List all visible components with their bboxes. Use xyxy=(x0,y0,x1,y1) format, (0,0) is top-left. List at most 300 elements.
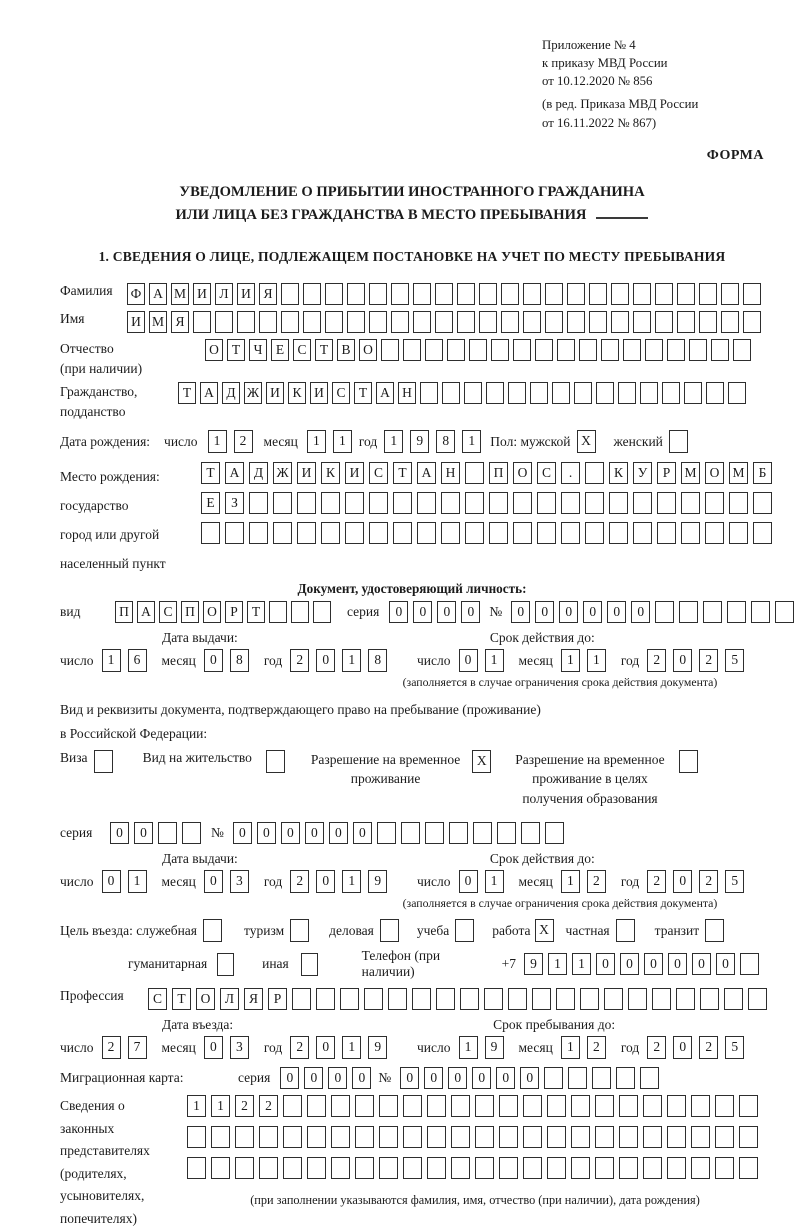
char-box[interactable] xyxy=(633,492,652,514)
char-box[interactable]: 0 xyxy=(204,870,223,893)
char-box[interactable] xyxy=(640,382,658,404)
char-box[interactable]: 0 xyxy=(583,601,602,623)
char-box[interactable]: 2 xyxy=(647,649,666,672)
char-box[interactable] xyxy=(753,492,772,514)
char-box[interactable] xyxy=(475,1095,494,1117)
char-box[interactable] xyxy=(547,1157,566,1179)
char-box[interactable]: 9 xyxy=(485,1036,504,1059)
char-box[interactable]: О xyxy=(196,988,215,1010)
char-box[interactable] xyxy=(684,382,702,404)
char-box[interactable]: 9 xyxy=(524,953,543,975)
transit-checkbox[interactable] xyxy=(705,919,724,942)
char-box[interactable] xyxy=(401,822,420,844)
char-box[interactable] xyxy=(484,988,503,1010)
char-box[interactable] xyxy=(187,1126,206,1148)
char-box[interactable]: П xyxy=(489,462,508,484)
char-box[interactable]: 0 xyxy=(233,822,252,844)
char-box[interactable]: К xyxy=(321,462,340,484)
char-box[interactable] xyxy=(640,1067,659,1089)
char-box[interactable]: 0 xyxy=(204,649,223,672)
char-box[interactable] xyxy=(667,339,685,361)
char-box[interactable]: Р xyxy=(268,988,287,1010)
char-box[interactable] xyxy=(567,283,585,305)
char-box[interactable]: 2 xyxy=(647,870,666,893)
char-box[interactable] xyxy=(441,492,460,514)
char-box[interactable] xyxy=(628,988,647,1010)
birth-year-field[interactable] xyxy=(384,430,488,453)
char-box[interactable]: 1 xyxy=(587,649,606,672)
char-box[interactable] xyxy=(460,988,479,1010)
char-box[interactable] xyxy=(479,311,497,333)
char-box[interactable]: 0 xyxy=(424,1067,443,1089)
char-box[interactable] xyxy=(592,1067,611,1089)
char-box[interactable] xyxy=(369,311,387,333)
char-box[interactable] xyxy=(486,382,504,404)
char-box[interactable]: И xyxy=(193,283,211,305)
residence-permit-checkbox[interactable] xyxy=(266,750,285,773)
char-box[interactable]: 0 xyxy=(316,1036,335,1059)
char-box[interactable] xyxy=(211,1126,230,1148)
char-box[interactable] xyxy=(743,311,761,333)
char-box[interactable]: И xyxy=(297,462,316,484)
temp-residence-edu-checkbox[interactable] xyxy=(679,750,698,773)
char-box[interactable]: Е xyxy=(271,339,289,361)
res-valid-month[interactable] xyxy=(561,870,613,893)
char-box[interactable] xyxy=(211,1157,230,1179)
char-box[interactable] xyxy=(523,1157,542,1179)
char-box[interactable] xyxy=(283,1157,302,1179)
char-box[interactable]: С xyxy=(369,462,388,484)
char-box[interactable] xyxy=(655,311,673,333)
char-box[interactable]: П xyxy=(115,601,133,623)
char-box[interactable] xyxy=(521,822,540,844)
char-box[interactable] xyxy=(691,1157,710,1179)
char-box[interactable] xyxy=(691,1095,710,1117)
other-checkbox[interactable] xyxy=(301,953,318,976)
char-box[interactable] xyxy=(655,601,674,623)
char-box[interactable] xyxy=(259,1157,278,1179)
char-box[interactable] xyxy=(508,988,527,1010)
char-box[interactable] xyxy=(662,382,680,404)
char-box[interactable] xyxy=(316,988,335,1010)
char-box[interactable]: С xyxy=(293,339,311,361)
char-box[interactable] xyxy=(523,311,541,333)
char-box[interactable] xyxy=(355,1095,374,1117)
char-box[interactable] xyxy=(743,283,761,305)
res-valid-year[interactable] xyxy=(647,870,751,893)
char-box[interactable]: 1 xyxy=(211,1095,230,1117)
char-box[interactable]: 0 xyxy=(496,1067,515,1089)
char-box[interactable]: 9 xyxy=(368,870,387,893)
char-box[interactable] xyxy=(499,1157,518,1179)
char-box[interactable] xyxy=(623,339,641,361)
char-box[interactable] xyxy=(491,339,509,361)
work-checkbox[interactable]: X xyxy=(535,919,554,942)
char-box[interactable]: 2 xyxy=(699,870,718,893)
char-box[interactable] xyxy=(303,311,321,333)
char-box[interactable]: 1 xyxy=(572,953,591,975)
char-box[interactable] xyxy=(513,339,531,361)
char-box[interactable] xyxy=(557,339,575,361)
char-box[interactable] xyxy=(235,1157,254,1179)
char-box[interactable]: 0 xyxy=(389,601,408,623)
humanitarian-checkbox[interactable] xyxy=(217,953,234,976)
char-box[interactable] xyxy=(249,492,268,514)
char-box[interactable] xyxy=(748,988,767,1010)
char-box[interactable] xyxy=(715,1157,734,1179)
char-box[interactable]: 2 xyxy=(259,1095,278,1117)
char-box[interactable]: 2 xyxy=(290,870,309,893)
char-box[interactable]: А xyxy=(225,462,244,484)
char-box[interactable]: Д xyxy=(222,382,240,404)
id-issue-day[interactable] xyxy=(102,649,154,672)
char-box[interactable] xyxy=(580,988,599,1010)
char-box[interactable] xyxy=(733,339,751,361)
char-box[interactable] xyxy=(681,492,700,514)
char-box[interactable] xyxy=(413,283,431,305)
char-box[interactable] xyxy=(413,311,431,333)
char-box[interactable] xyxy=(347,311,365,333)
char-box[interactable]: И xyxy=(127,311,145,333)
birthplace-field-row1[interactable] xyxy=(201,462,777,484)
char-box[interactable] xyxy=(442,382,460,404)
char-box[interactable] xyxy=(307,1095,326,1117)
char-box[interactable]: 0 xyxy=(400,1067,419,1089)
char-box[interactable] xyxy=(655,283,673,305)
char-box[interactable] xyxy=(364,988,383,1010)
mig-series-field[interactable] xyxy=(280,1067,376,1089)
char-box[interactable]: 0 xyxy=(437,601,456,623)
char-box[interactable]: А xyxy=(200,382,218,404)
id-valid-day[interactable] xyxy=(459,649,511,672)
char-box[interactable]: 0 xyxy=(673,649,692,672)
char-box[interactable] xyxy=(158,822,177,844)
char-box[interactable] xyxy=(739,1126,758,1148)
char-box[interactable] xyxy=(355,1126,374,1148)
char-box[interactable] xyxy=(479,283,497,305)
char-box[interactable] xyxy=(667,1095,686,1117)
char-box[interactable]: 7 xyxy=(128,1036,147,1059)
study-checkbox[interactable] xyxy=(455,919,474,942)
char-box[interactable] xyxy=(237,311,255,333)
id-valid-month[interactable] xyxy=(561,649,613,672)
char-box[interactable] xyxy=(711,339,729,361)
id-number-field[interactable] xyxy=(511,601,799,623)
char-box[interactable] xyxy=(567,311,585,333)
char-box[interactable]: 0 xyxy=(316,649,335,672)
char-box[interactable]: 0 xyxy=(631,601,650,623)
char-box[interactable] xyxy=(447,339,465,361)
char-box[interactable]: 0 xyxy=(204,1036,223,1059)
char-box[interactable] xyxy=(283,1095,302,1117)
char-box[interactable] xyxy=(379,1157,398,1179)
stay-year[interactable] xyxy=(647,1036,751,1059)
char-box[interactable]: 5 xyxy=(725,649,744,672)
char-box[interactable]: Р xyxy=(657,462,676,484)
char-box[interactable]: 1 xyxy=(548,953,567,975)
char-box[interactable] xyxy=(501,283,519,305)
char-box[interactable] xyxy=(589,283,607,305)
char-box[interactable] xyxy=(721,311,739,333)
char-box[interactable] xyxy=(417,522,436,544)
char-box[interactable] xyxy=(297,522,316,544)
char-box[interactable] xyxy=(499,1095,518,1117)
mig-number-field[interactable] xyxy=(400,1067,664,1089)
char-box[interactable]: 0 xyxy=(559,601,578,623)
res-issue-month[interactable] xyxy=(204,870,256,893)
char-box[interactable]: 0 xyxy=(316,870,335,893)
char-box[interactable]: Ж xyxy=(244,382,262,404)
char-box[interactable] xyxy=(273,522,292,544)
char-box[interactable]: 1 xyxy=(485,870,504,893)
char-box[interactable]: И xyxy=(237,283,255,305)
char-box[interactable]: 2 xyxy=(290,1036,309,1059)
char-box[interactable]: 8 xyxy=(436,430,455,453)
char-box[interactable] xyxy=(391,283,409,305)
char-box[interactable]: 3 xyxy=(230,870,249,893)
char-box[interactable] xyxy=(499,1126,518,1148)
char-box[interactable]: 0 xyxy=(329,822,348,844)
char-box[interactable]: Я xyxy=(244,988,263,1010)
char-box[interactable] xyxy=(589,311,607,333)
char-box[interactable]: 0 xyxy=(535,601,554,623)
res-issue-day[interactable] xyxy=(102,870,154,893)
char-box[interactable] xyxy=(740,953,759,975)
char-box[interactable] xyxy=(436,988,455,1010)
char-box[interactable] xyxy=(571,1157,590,1179)
char-box[interactable] xyxy=(729,522,748,544)
char-box[interactable]: 0 xyxy=(607,601,626,623)
char-box[interactable]: 0 xyxy=(353,822,372,844)
char-box[interactable]: 0 xyxy=(459,870,478,893)
char-box[interactable] xyxy=(552,382,570,404)
char-box[interactable] xyxy=(739,1157,758,1179)
char-box[interactable]: Т xyxy=(247,601,265,623)
char-box[interactable] xyxy=(537,522,556,544)
char-box[interactable] xyxy=(657,522,676,544)
char-box[interactable]: 1 xyxy=(342,870,361,893)
char-box[interactable]: А xyxy=(376,382,394,404)
char-box[interactable] xyxy=(501,311,519,333)
char-box[interactable]: З xyxy=(225,492,244,514)
char-box[interactable] xyxy=(705,522,724,544)
id-issue-year[interactable] xyxy=(290,649,394,672)
char-box[interactable] xyxy=(340,988,359,1010)
female-checkbox[interactable] xyxy=(669,430,688,453)
char-box[interactable]: 9 xyxy=(368,1036,387,1059)
char-box[interactable]: С xyxy=(148,988,167,1010)
char-box[interactable]: 2 xyxy=(587,870,606,893)
char-box[interactable]: 1 xyxy=(561,870,580,893)
char-box[interactable]: С xyxy=(332,382,350,404)
char-box[interactable] xyxy=(182,822,201,844)
char-box[interactable]: 0 xyxy=(716,953,735,975)
char-box[interactable] xyxy=(699,283,717,305)
char-box[interactable] xyxy=(633,283,651,305)
char-box[interactable]: 0 xyxy=(673,870,692,893)
res-number-field[interactable] xyxy=(233,822,569,844)
char-box[interactable] xyxy=(331,1095,350,1117)
char-box[interactable] xyxy=(393,492,412,514)
entry-year[interactable] xyxy=(290,1036,394,1059)
char-box[interactable]: 1 xyxy=(485,649,504,672)
char-box[interactable] xyxy=(715,1095,734,1117)
res-series-field[interactable] xyxy=(110,822,206,844)
char-box[interactable] xyxy=(377,822,396,844)
birthplace-field-row3[interactable] xyxy=(201,522,777,544)
char-box[interactable] xyxy=(775,601,794,623)
char-box[interactable]: Т xyxy=(315,339,333,361)
char-box[interactable]: 2 xyxy=(699,1036,718,1059)
birth-month-field[interactable] xyxy=(307,430,359,453)
char-box[interactable]: 1 xyxy=(561,649,580,672)
char-box[interactable]: 1 xyxy=(333,430,352,453)
res-valid-day[interactable] xyxy=(459,870,511,893)
char-box[interactable] xyxy=(427,1157,446,1179)
char-box[interactable]: 0 xyxy=(352,1067,371,1089)
temp-residence-checkbox[interactable]: X xyxy=(472,750,491,773)
char-box[interactable] xyxy=(535,339,553,361)
doc-type-field[interactable] xyxy=(115,601,335,623)
char-box[interactable] xyxy=(689,339,707,361)
char-box[interactable] xyxy=(465,492,484,514)
char-box[interactable] xyxy=(457,283,475,305)
char-box[interactable]: М xyxy=(171,283,189,305)
char-box[interactable]: К xyxy=(288,382,306,404)
res-issue-year[interactable] xyxy=(290,870,394,893)
char-box[interactable] xyxy=(283,1126,302,1148)
char-box[interactable] xyxy=(355,1157,374,1179)
char-box[interactable] xyxy=(379,1126,398,1148)
char-box[interactable] xyxy=(611,283,629,305)
char-box[interactable]: К xyxy=(609,462,628,484)
char-box[interactable] xyxy=(545,822,564,844)
char-box[interactable] xyxy=(561,492,580,514)
char-box[interactable]: Т xyxy=(172,988,191,1010)
char-box[interactable] xyxy=(325,283,343,305)
char-box[interactable]: 8 xyxy=(230,649,249,672)
char-box[interactable]: 6 xyxy=(128,649,147,672)
char-box[interactable] xyxy=(544,1067,563,1089)
char-box[interactable]: . xyxy=(561,462,580,484)
char-box[interactable] xyxy=(187,1157,206,1179)
char-box[interactable] xyxy=(523,1095,542,1117)
char-box[interactable]: П xyxy=(181,601,199,623)
char-box[interactable]: 0 xyxy=(281,822,300,844)
char-box[interactable] xyxy=(545,283,563,305)
char-box[interactable]: 0 xyxy=(459,649,478,672)
char-box[interactable] xyxy=(643,1126,662,1148)
char-box[interactable]: 3 xyxy=(230,1036,249,1059)
char-box[interactable]: О xyxy=(359,339,377,361)
char-box[interactable]: 1 xyxy=(384,430,403,453)
char-box[interactable] xyxy=(705,492,724,514)
char-box[interactable] xyxy=(715,1126,734,1148)
char-box[interactable] xyxy=(457,311,475,333)
char-box[interactable]: И xyxy=(310,382,328,404)
id-issue-month[interactable] xyxy=(204,649,256,672)
char-box[interactable] xyxy=(321,522,340,544)
char-box[interactable] xyxy=(676,988,695,1010)
char-box[interactable]: И xyxy=(266,382,284,404)
char-box[interactable]: 0 xyxy=(304,1067,323,1089)
char-box[interactable]: О xyxy=(203,601,221,623)
char-box[interactable] xyxy=(545,311,563,333)
char-box[interactable]: 1 xyxy=(561,1036,580,1059)
char-box[interactable]: 2 xyxy=(647,1036,666,1059)
char-box[interactable] xyxy=(739,1095,758,1117)
char-box[interactable] xyxy=(235,1126,254,1148)
char-box[interactable] xyxy=(388,988,407,1010)
char-box[interactable] xyxy=(465,522,484,544)
char-box[interactable]: О xyxy=(205,339,223,361)
char-box[interactable] xyxy=(508,382,526,404)
char-box[interactable] xyxy=(547,1095,566,1117)
char-box[interactable] xyxy=(435,283,453,305)
char-box[interactable]: 0 xyxy=(413,601,432,623)
char-box[interactable] xyxy=(706,382,724,404)
char-box[interactable]: С xyxy=(537,462,556,484)
char-box[interactable] xyxy=(728,382,746,404)
char-box[interactable]: 0 xyxy=(110,822,129,844)
char-box[interactable] xyxy=(425,339,443,361)
char-box[interactable]: 0 xyxy=(305,822,324,844)
char-box[interactable] xyxy=(619,1157,638,1179)
citizenship-field[interactable] xyxy=(178,382,750,404)
char-box[interactable] xyxy=(331,1126,350,1148)
char-box[interactable] xyxy=(677,283,695,305)
char-box[interactable]: Ж xyxy=(273,462,292,484)
char-box[interactable] xyxy=(427,1126,446,1148)
char-box[interactable] xyxy=(751,601,770,623)
char-box[interactable] xyxy=(345,522,364,544)
char-box[interactable] xyxy=(601,339,619,361)
char-box[interactable] xyxy=(403,1126,422,1148)
char-box[interactable]: 5 xyxy=(725,870,744,893)
char-box[interactable]: 1 xyxy=(342,649,361,672)
char-box[interactable] xyxy=(313,601,331,623)
char-box[interactable] xyxy=(345,492,364,514)
char-box[interactable] xyxy=(451,1157,470,1179)
char-box[interactable] xyxy=(449,822,468,844)
char-box[interactable] xyxy=(417,492,436,514)
char-box[interactable] xyxy=(325,311,343,333)
char-box[interactable] xyxy=(303,283,321,305)
entry-month[interactable] xyxy=(204,1036,256,1059)
char-box[interactable] xyxy=(475,1126,494,1148)
char-box[interactable]: 0 xyxy=(461,601,480,623)
private-checkbox[interactable] xyxy=(616,919,635,942)
char-box[interactable] xyxy=(489,492,508,514)
char-box[interactable]: 1 xyxy=(128,870,147,893)
char-box[interactable] xyxy=(273,492,292,514)
char-box[interactable]: М xyxy=(729,462,748,484)
char-box[interactable]: А xyxy=(137,601,155,623)
char-box[interactable]: О xyxy=(513,462,532,484)
char-box[interactable]: 0 xyxy=(448,1067,467,1089)
char-box[interactable] xyxy=(699,311,717,333)
char-box[interactable] xyxy=(441,522,460,544)
char-box[interactable]: Ч xyxy=(249,339,267,361)
char-box[interactable] xyxy=(595,1126,614,1148)
char-box[interactable]: Л xyxy=(220,988,239,1010)
char-box[interactable]: 8 xyxy=(368,649,387,672)
profession-field[interactable] xyxy=(148,988,772,1010)
char-box[interactable]: 0 xyxy=(692,953,711,975)
char-box[interactable] xyxy=(425,822,444,844)
char-box[interactable] xyxy=(645,339,663,361)
patronymic-field[interactable] xyxy=(205,339,755,361)
